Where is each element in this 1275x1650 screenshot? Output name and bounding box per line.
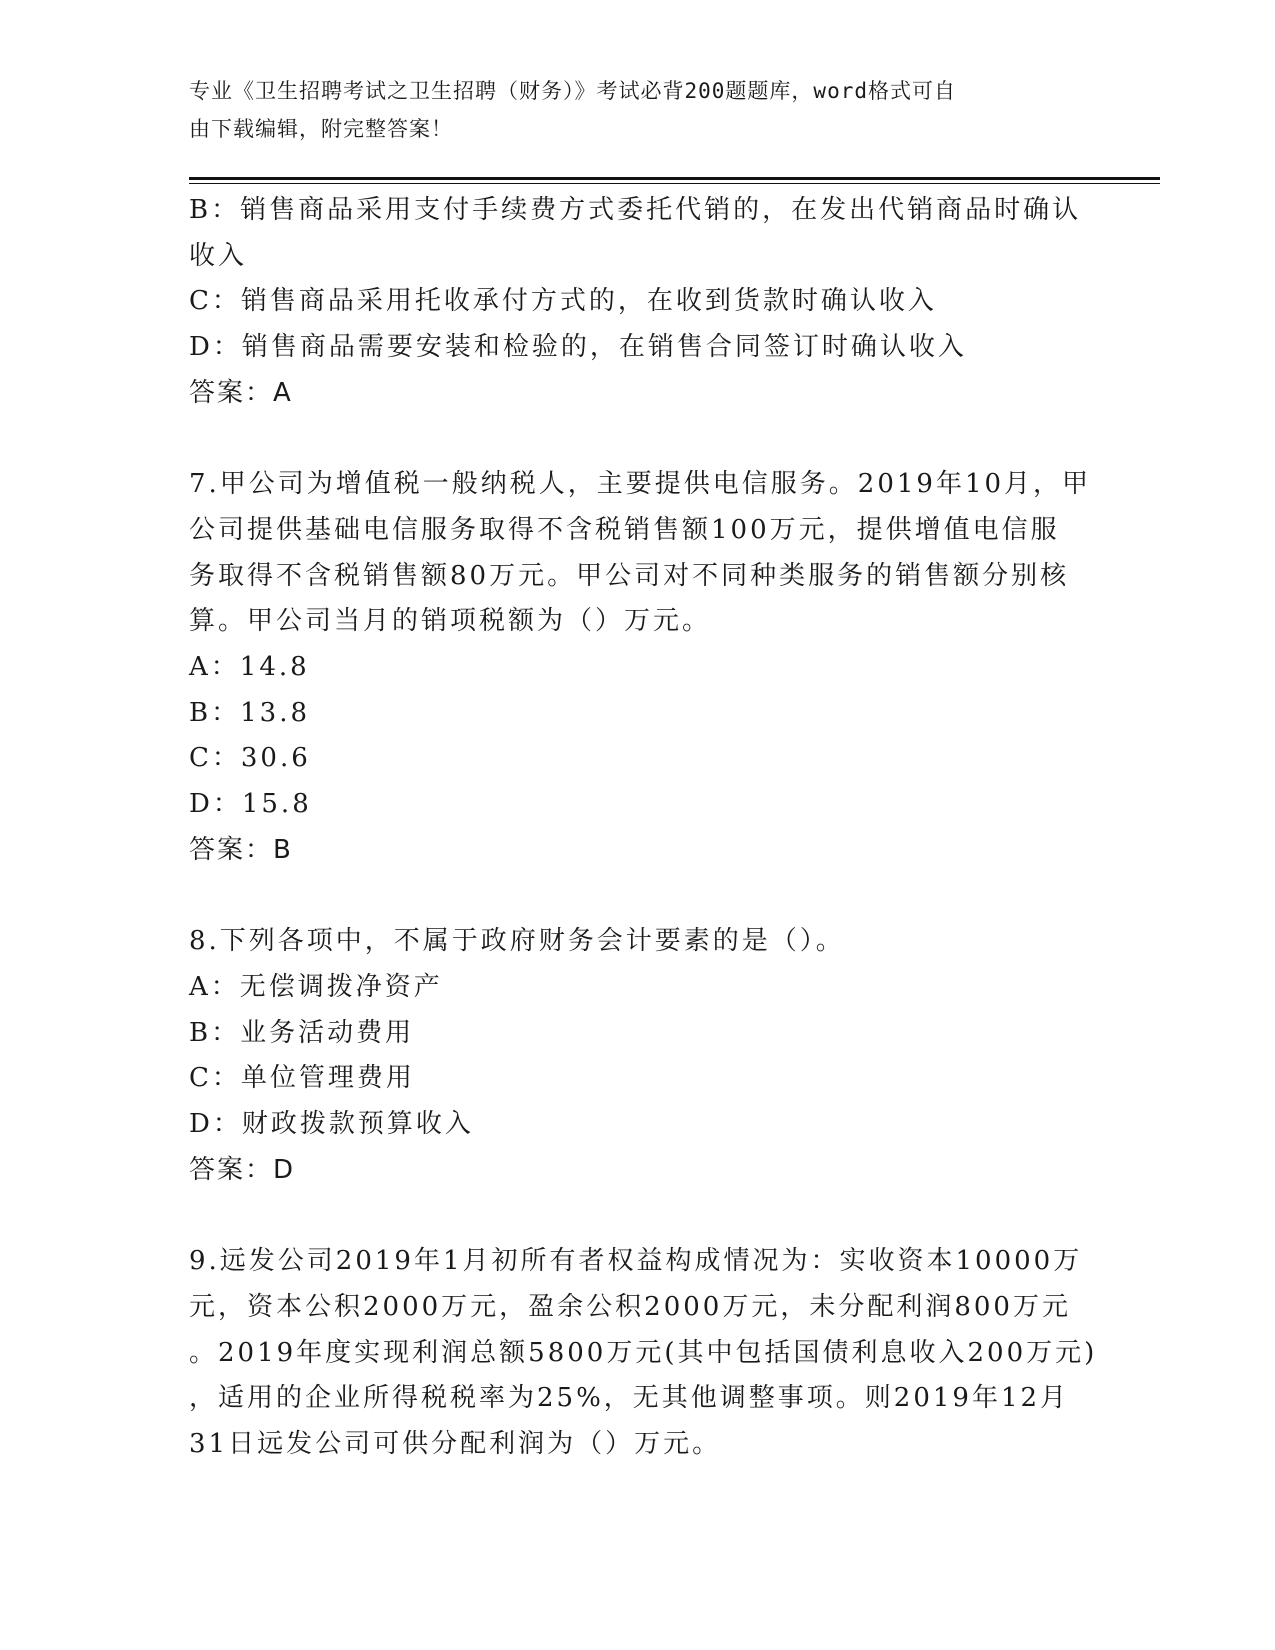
q7-option-a: A：14.8 xyxy=(189,652,310,683)
question-9-block xyxy=(189,1239,1098,1468)
q9-stem-line-4: ，适用的企业所得税税率为25%，无其他调整事项。则2019年12月 xyxy=(189,1383,1070,1414)
q8-stem-line-1: 8.下列各项中，不属于政府财务会计要素的是（）。 xyxy=(189,926,845,957)
question-6-block xyxy=(189,188,1089,417)
q9-stem-line-1: 9.远发公司2019年1月初所有者权益构成情况为：实收资本10000万 xyxy=(189,1246,1083,1277)
question-8-block xyxy=(189,919,1089,1193)
q9-stem-line-5: 31日远发公司可供分配利润为（）万元。 xyxy=(189,1428,722,1459)
document-body xyxy=(189,188,1098,1468)
header-divider-thick xyxy=(189,177,1160,180)
q7-stem-line-3: 务取得不含税销售额80万元。甲公司对不同种类服务的销售额分别核 xyxy=(189,560,1070,591)
q6-option-b-line-2: 收入 xyxy=(189,240,248,271)
q7-option-b: B：13.8 xyxy=(189,697,310,728)
question-7-block xyxy=(189,462,1092,873)
q7-option-d: D：15.8 xyxy=(189,789,312,820)
q6-option-d: D：销售商品需要安装和检验的，在销售合同签订时确认收入 xyxy=(189,332,967,363)
q7-stem-line-4: 算。甲公司当月的销项税额为（）万元。 xyxy=(189,606,712,637)
q8-option-c: C：单位管理费用 xyxy=(189,1063,415,1094)
q9-stem-line-3: 。2019年度实现利润总额5800万元(其中包括国债利息收入200万元) xyxy=(189,1337,1098,1368)
spacer xyxy=(189,1193,1089,1239)
q9-stem-line-2: 元，资本公积2000万元，盈余公积2000万元，未分配利润800万元 xyxy=(189,1291,1071,1322)
header-divider-thin xyxy=(189,183,1160,184)
q8-option-d: D：财政拨款预算收入 xyxy=(189,1109,474,1140)
q8-option-b: B：业务活动费用 xyxy=(189,1017,415,1048)
header-line-2: 由下载编辑，附完整答案！ xyxy=(189,117,453,141)
q7-stem-line-2: 公司提供基础电信服务取得不含税销售额100万元，提供增值电信服 xyxy=(189,514,1060,545)
header-line-1: 专业《卫生招聘考试之卫生招聘（财务）》考试必背200题题库，word格式可自 xyxy=(189,79,956,103)
document-header xyxy=(189,72,1069,148)
q7-stem-line-1: 7.甲公司为增值税一般纳税人，主要提供电信服务。2019年10月，甲 xyxy=(189,469,1092,500)
q7-option-c: C：30.6 xyxy=(189,743,311,774)
q6-answer: 答案：A xyxy=(189,377,293,408)
spacer xyxy=(189,417,1089,463)
q8-option-a: A：无偿调拨净资产 xyxy=(189,971,443,1002)
q6-option-b-line-1: B：销售商品采用支付手续费方式委托代销的，在发出代销商品时确认 xyxy=(189,195,1082,225)
spacer xyxy=(189,874,1089,920)
q8-answer: 答案：D xyxy=(189,1154,296,1185)
q7-answer: 答案：B xyxy=(189,834,293,865)
q6-option-c: C：销售商品采用托收承付方式的，在收到货款时确认收入 xyxy=(189,286,937,317)
